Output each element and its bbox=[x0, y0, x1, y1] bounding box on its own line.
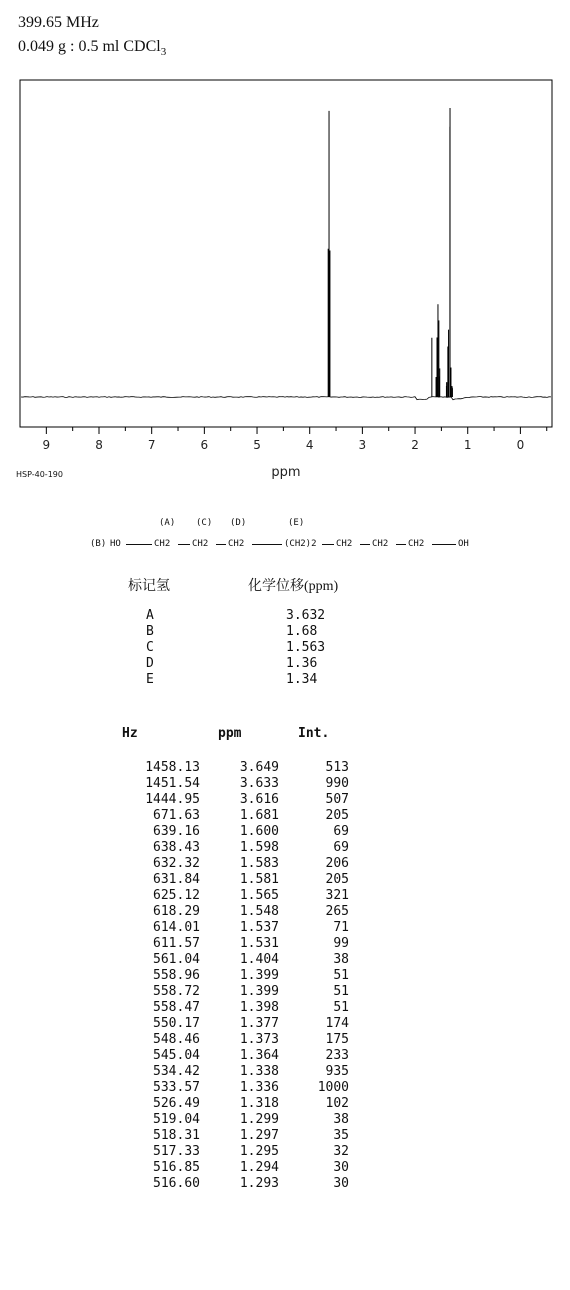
formula-oh: OH bbox=[458, 539, 469, 549]
formula-ch2-6: CH2 bbox=[372, 539, 389, 549]
peak-int: 935 bbox=[325, 1064, 349, 1079]
peak-ppm: 1.600 bbox=[239, 824, 279, 839]
peak-ppm: 1.399 bbox=[239, 968, 279, 983]
peak-ppm: 1.364 bbox=[239, 1048, 279, 1063]
x-axis-tick-labels bbox=[43, 438, 525, 452]
peak-row bbox=[100, 1112, 360, 1128]
sample-subscript: 3 bbox=[160, 46, 167, 59]
peak-int: 321 bbox=[325, 888, 349, 903]
nmr-spectrum-chart bbox=[0, 0, 570, 490]
peak-header-int: Int. bbox=[298, 726, 330, 741]
peak-int: 233 bbox=[325, 1048, 349, 1063]
peak-row bbox=[100, 1128, 360, 1144]
shift-label: B bbox=[146, 624, 154, 639]
peak-ppm: 1.399 bbox=[239, 984, 279, 999]
peak-row bbox=[100, 920, 360, 936]
bond-5 bbox=[322, 544, 334, 545]
shift-row bbox=[130, 624, 390, 640]
peak-int: 32 bbox=[333, 1144, 349, 1159]
peak-hz: 517.33 bbox=[153, 1144, 200, 1159]
x-tick-label: 6 bbox=[200, 438, 209, 452]
peak-int: 69 bbox=[333, 824, 349, 839]
peak-row bbox=[100, 808, 360, 824]
peak-row bbox=[100, 856, 360, 872]
peak-row bbox=[100, 1000, 360, 1016]
shift-label: C bbox=[146, 640, 154, 655]
shift-row bbox=[130, 672, 390, 688]
peak-hz: 519.04 bbox=[153, 1112, 200, 1127]
peak-hz: 1458.13 bbox=[145, 760, 200, 775]
formula-label-d: (D) bbox=[230, 518, 247, 528]
peak-int: 205 bbox=[325, 808, 349, 823]
peak-int: 69 bbox=[333, 840, 349, 855]
peak-int: 102 bbox=[325, 1096, 349, 1111]
peak-table bbox=[100, 760, 360, 1192]
peak-ppm: 3.616 bbox=[239, 792, 279, 807]
spectrometer-frequency: 399.65 MHz bbox=[18, 14, 99, 31]
peak-hz: 561.04 bbox=[153, 952, 200, 967]
peak-row bbox=[100, 1032, 360, 1048]
shift-row bbox=[130, 656, 390, 672]
peak-hz: 631.84 bbox=[153, 872, 200, 887]
peak-int: 175 bbox=[325, 1032, 349, 1047]
formula-label-a: (A) bbox=[159, 518, 176, 528]
formula-ho: HO bbox=[110, 539, 121, 549]
shift-row bbox=[130, 640, 390, 656]
bond-6 bbox=[360, 544, 370, 545]
bond-7 bbox=[396, 544, 406, 545]
formula-label-c: (C) bbox=[196, 518, 213, 528]
x-axis-ticks bbox=[46, 427, 546, 434]
peak-ppm: 3.633 bbox=[239, 776, 279, 791]
peak-int: 1000 bbox=[317, 1080, 349, 1095]
peak-ppm: 1.598 bbox=[239, 840, 279, 855]
peak-int: 35 bbox=[333, 1128, 349, 1143]
spectrum-code: HSP-40-190 bbox=[16, 470, 63, 479]
peak-hz: 516.60 bbox=[153, 1176, 200, 1191]
peak-hz: 618.29 bbox=[153, 904, 200, 919]
peak-row bbox=[100, 1080, 360, 1096]
peak-hz: 639.16 bbox=[153, 824, 200, 839]
peak-header-ppm: ppm bbox=[218, 726, 242, 741]
x-tick-label: 4 bbox=[305, 438, 314, 452]
shift-ppm: 3.632 bbox=[286, 608, 326, 623]
peak-int: 71 bbox=[333, 920, 349, 935]
peak-hz: 558.72 bbox=[153, 984, 200, 999]
peak-row bbox=[100, 888, 360, 904]
shift-table-header-ppm: 化学位移(ppm) bbox=[248, 579, 339, 594]
peak-ppm: 1.294 bbox=[239, 1160, 279, 1175]
peak-hz: 516.85 bbox=[153, 1160, 200, 1175]
peak-row bbox=[100, 1144, 360, 1160]
peak-row bbox=[100, 904, 360, 920]
peak-row bbox=[100, 936, 360, 952]
peak-hz: 632.32 bbox=[153, 856, 200, 871]
peak-hz: 518.31 bbox=[153, 1128, 200, 1143]
x-tick-label: 2 bbox=[411, 438, 419, 452]
formula-ch2-a: CH2 bbox=[154, 539, 171, 549]
peak-row bbox=[100, 792, 360, 808]
plot-frame bbox=[20, 80, 552, 427]
peak-row bbox=[100, 760, 360, 776]
formula-label-b: (B) bbox=[90, 539, 107, 549]
peak-row bbox=[100, 984, 360, 1000]
x-tick-label: 3 bbox=[358, 438, 367, 452]
peak-int: 513 bbox=[325, 760, 349, 775]
formula-ch2-c: CH2 bbox=[192, 539, 209, 549]
shift-table bbox=[130, 608, 390, 688]
peak-int: 990 bbox=[325, 776, 349, 791]
peak-row bbox=[100, 1016, 360, 1032]
peak-hz: 545.04 bbox=[153, 1048, 200, 1063]
peak-int: 205 bbox=[325, 872, 349, 887]
peak-hz: 533.57 bbox=[153, 1080, 200, 1095]
peak-row bbox=[100, 1048, 360, 1064]
peak-hz: 638.43 bbox=[153, 840, 200, 855]
peak-hz: 671.63 bbox=[153, 808, 200, 823]
peak-int: 51 bbox=[333, 1000, 349, 1015]
peak-ppm: 1.681 bbox=[239, 808, 279, 823]
peak-int: 507 bbox=[325, 792, 349, 807]
peak-row bbox=[100, 1064, 360, 1080]
sample-text: 0.049 g : 0.5 ml CDCl bbox=[18, 38, 161, 55]
peak-hz: 548.46 bbox=[153, 1032, 200, 1047]
peak-ppm: 1.548 bbox=[239, 904, 279, 919]
shift-ppm: 1.563 bbox=[286, 640, 326, 655]
peak-int: 265 bbox=[325, 904, 349, 919]
shift-ppm: 1.68 bbox=[286, 624, 318, 639]
peak-int: 30 bbox=[333, 1176, 349, 1191]
shift-ppm: 1.34 bbox=[286, 672, 318, 687]
peak-ppm: 1.295 bbox=[239, 1144, 279, 1159]
peak-ppm: 1.398 bbox=[239, 1000, 279, 1015]
peak-hz: 614.01 bbox=[153, 920, 200, 935]
peak-hz: 625.12 bbox=[153, 888, 200, 903]
shift-label: A bbox=[146, 608, 154, 623]
peak-hz: 1451.54 bbox=[145, 776, 200, 791]
peak-int: 38 bbox=[333, 952, 349, 967]
x-tick-label: 1 bbox=[463, 438, 472, 452]
peak-hz: 558.96 bbox=[153, 968, 200, 983]
formula-ch2-d: CH2 bbox=[228, 539, 245, 549]
peak-ppm: 1.531 bbox=[239, 936, 279, 951]
peak-ppm: 1.377 bbox=[239, 1016, 279, 1031]
peak-int: 206 bbox=[325, 856, 349, 871]
x-tick-label: 7 bbox=[147, 438, 156, 452]
peak-header-hz: Hz bbox=[122, 726, 138, 741]
x-tick-label: 5 bbox=[253, 438, 261, 452]
peak-int: 99 bbox=[333, 936, 349, 951]
shift-table-header-label: 标记氢 bbox=[128, 579, 170, 594]
peak-hz: 526.49 bbox=[153, 1096, 200, 1111]
peak-ppm: 1.537 bbox=[239, 920, 279, 935]
bond-4 bbox=[252, 544, 282, 545]
peak-int: 174 bbox=[325, 1016, 349, 1031]
peak-hz: 534.42 bbox=[153, 1064, 200, 1079]
peak-ppm: 1.373 bbox=[239, 1032, 279, 1047]
peak-int: 30 bbox=[333, 1160, 349, 1175]
peak-ppm: 1.318 bbox=[239, 1096, 279, 1111]
structural-formula bbox=[90, 518, 510, 554]
peak-ppm: 1.297 bbox=[239, 1128, 279, 1143]
peak-row bbox=[100, 1176, 360, 1192]
x-tick-label: 9 bbox=[42, 438, 51, 452]
peak-row bbox=[100, 872, 360, 888]
peak-int: 38 bbox=[333, 1112, 349, 1127]
peak-ppm: 1.581 bbox=[239, 872, 279, 887]
peak-hz: 558.47 bbox=[153, 1000, 200, 1015]
formula-ch2-5: CH2 bbox=[336, 539, 353, 549]
x-tick-label: 0 bbox=[516, 438, 525, 452]
bond-2 bbox=[178, 544, 190, 545]
peak-hz: 550.17 bbox=[153, 1016, 200, 1031]
peak-row bbox=[100, 1096, 360, 1112]
peak-ppm: 1.583 bbox=[239, 856, 279, 871]
x-tick-label: 8 bbox=[95, 438, 103, 452]
peak-int: 51 bbox=[333, 968, 349, 983]
shift-label: E bbox=[146, 672, 154, 687]
peak-ppm: 1.293 bbox=[239, 1176, 279, 1191]
peak-ppm: 1.404 bbox=[239, 952, 279, 967]
peak-row bbox=[100, 824, 360, 840]
peak-hz: 1444.95 bbox=[145, 792, 200, 807]
peak-int: 51 bbox=[333, 984, 349, 999]
peak-row bbox=[100, 968, 360, 984]
formula-label-e: (E) bbox=[288, 518, 305, 528]
peak-row bbox=[100, 776, 360, 792]
peak-table-header bbox=[100, 726, 400, 744]
peak-row bbox=[100, 952, 360, 968]
peak-hz: 611.57 bbox=[153, 936, 200, 951]
bond-1 bbox=[126, 544, 152, 545]
peak-ppm: 1.299 bbox=[239, 1112, 279, 1127]
peak-row bbox=[100, 1160, 360, 1176]
peak-ppm: 1.336 bbox=[239, 1080, 279, 1095]
bond-3 bbox=[216, 544, 226, 545]
peak-ppm: 1.338 bbox=[239, 1064, 279, 1079]
peak-ppm: 1.565 bbox=[239, 888, 279, 903]
formula-ch2-7: CH2 bbox=[408, 539, 425, 549]
shift-ppm: 1.36 bbox=[286, 656, 318, 671]
shift-label: D bbox=[146, 656, 154, 671]
bond-8 bbox=[432, 544, 456, 545]
peak-row bbox=[100, 840, 360, 856]
peak-ppm: 3.649 bbox=[239, 760, 279, 775]
x-axis-label: ppm bbox=[271, 465, 301, 480]
formula-ch2n-e: (CH2)2 bbox=[284, 539, 317, 549]
shift-row bbox=[130, 608, 390, 624]
